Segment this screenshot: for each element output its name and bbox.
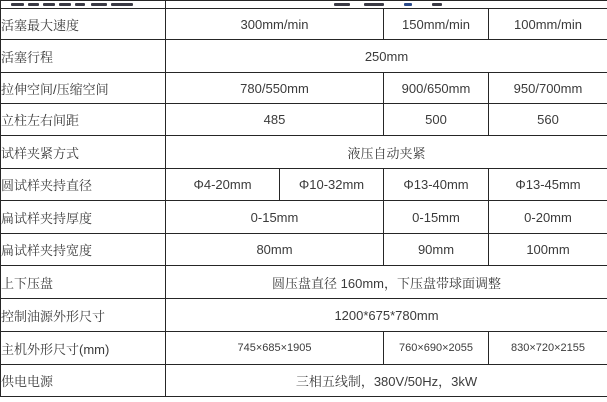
spec-row <box>1 332 607 365</box>
spec-value: 300mm/min <box>166 9 384 40</box>
clipped-text-fragment <box>404 3 412 6</box>
spec-row-label: 扁试样夹持厚度 <box>1 201 166 234</box>
spec-value: 745×685×1905 <box>166 332 384 365</box>
clipped-text-fragment <box>11 3 24 6</box>
spec-value: 80mm <box>166 234 384 266</box>
spec-row-label: 立柱左右间距 <box>1 104 166 136</box>
spec-row-label: 试样夹紧方式 <box>1 136 166 169</box>
spec-value: 150mm/min <box>384 9 489 40</box>
spec-row <box>1 104 607 136</box>
spec-row-label: 圆试样夹持直径 <box>1 169 166 201</box>
spec-value: 0-20mm <box>489 201 607 234</box>
spec-row <box>1 40 607 73</box>
spec-value: 900/650mm <box>384 73 489 104</box>
clipped-text-fragment <box>91 3 107 6</box>
spec-value: 950/700mm <box>489 73 607 104</box>
spec-value: 100mm <box>489 234 607 266</box>
spec-row <box>1 136 607 169</box>
spec-value: 90mm <box>384 234 489 266</box>
spec-row <box>1 299 607 332</box>
clipped-text-fragment <box>432 3 442 6</box>
spec-value: 圆压盘直径 160mm，下压盘带球面调整 <box>166 266 607 299</box>
spec-row <box>1 365 607 397</box>
spec-row-label: 拉伸空间/压缩空间 <box>1 73 166 104</box>
spec-value: 1200*675*780mm <box>166 299 607 332</box>
spec-value: 760×690×2055 <box>384 332 489 365</box>
spec-row-label: 上下压盘 <box>1 266 166 299</box>
clipped-row-label-cell <box>1 1 166 9</box>
clipped-text-fragment <box>43 3 55 6</box>
spec-value: Φ4-20mm <box>166 169 280 201</box>
spec-row-label: 控制油源外形尺寸 <box>1 299 166 332</box>
spec-value: Φ13-45mm <box>489 169 607 201</box>
spec-row-label: 活塞最大速度 <box>1 9 166 40</box>
clipped-text-fragment <box>28 3 39 6</box>
clipped-top-row <box>1 1 607 9</box>
spec-value: Φ10-32mm <box>280 169 384 201</box>
clipped-text-fragment <box>111 3 133 6</box>
spec-row-label: 供电电源 <box>1 365 166 397</box>
spec-row-label: 活塞行程 <box>1 40 166 73</box>
spec-value: 500 <box>384 104 489 136</box>
clipped-text-fragment <box>59 3 71 6</box>
spec-row <box>1 201 607 234</box>
clipped-text-fragment <box>364 3 384 6</box>
spec-value: 三相五线制，380V/50Hz，3kW <box>166 365 607 397</box>
spec-value: 0-15mm <box>166 201 384 234</box>
spec-value: 0-15mm <box>384 201 489 234</box>
spec-value: 560 <box>489 104 607 136</box>
clipped-row-value-cell <box>166 1 607 9</box>
spec-row-label: 主机外形尺寸(mm) <box>1 332 166 365</box>
spec-value: 100mm/min <box>489 9 607 40</box>
spec-row <box>1 9 607 40</box>
spec-row <box>1 266 607 299</box>
spec-row <box>1 73 607 104</box>
spec-row <box>1 169 607 201</box>
spec-value: 250mm <box>166 40 607 73</box>
clipped-text-fragment <box>75 3 85 6</box>
spec-value: 780/550mm <box>166 73 384 104</box>
spec-value: 液压自动夹紧 <box>166 136 607 169</box>
spec-value: Φ13-40mm <box>384 169 489 201</box>
clipped-text-fragment <box>334 3 350 6</box>
spec-row-label: 扁试样夹持宽度 <box>1 234 166 266</box>
spec-value: 485 <box>166 104 384 136</box>
spec-value: 830×720×2155 <box>489 332 607 365</box>
spec-row <box>1 234 607 266</box>
